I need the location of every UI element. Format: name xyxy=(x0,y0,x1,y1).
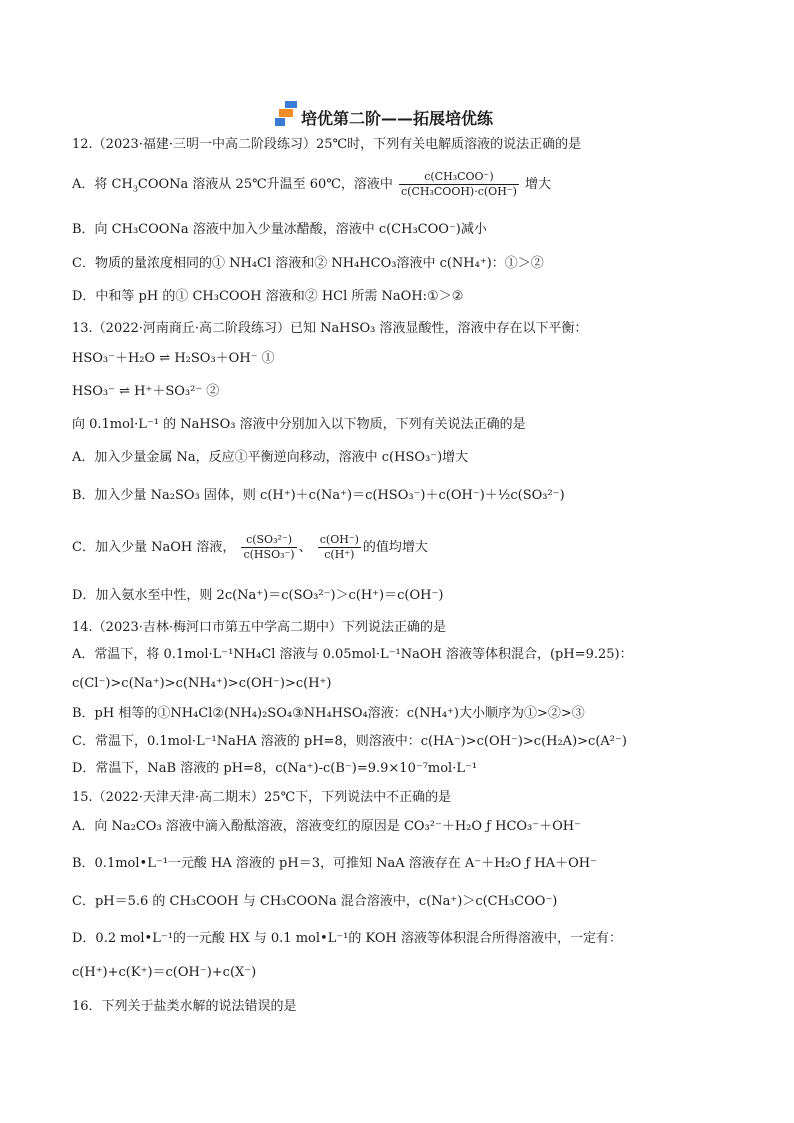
q13-equation-2: HSO₃⁻ ⇌ H⁺＋SO₃²⁻ ② xyxy=(72,384,220,399)
q12-stem: 12.（2023·福建·三明一中高二阶段练习）25℃时，下列有关电解质溶液的说法正确的是 xyxy=(72,137,582,152)
q14-option-b: B．pH 相等的①NH₄Cl②(NH₄)₂SO₄③NH₄HSO₄溶液：c(NH₄⁺)大小顺序为①>②>③ xyxy=(72,706,585,721)
section-title: 培优第二阶——拓展培优练 xyxy=(300,109,493,128)
q13-option-d: D．加入氨水至中性，则 2c(Na⁺)＝c(SO₃²⁻)＞c(H⁺)＝c(OH⁻) xyxy=(72,588,444,603)
q13-equation-1: HSO₃⁻＋H₂O ⇌ H₂SO₃＋OH⁻ ① xyxy=(72,351,275,366)
q15-option-d-line2: c(H⁺)+c(K⁺)＝c(OH⁻)+c(X⁻) xyxy=(72,965,257,980)
q12-a-fraction: $\frac{\text{c(CH₃COO⁻)}}{\text{c(CH₃COOH)·c(OH⁻)}}$ xyxy=(401,170,517,198)
q14-option-a-line2: c(Cl⁻)>c(Na⁺)>c(NH₄⁺)>c(OH⁻)>c(H⁺) xyxy=(72,676,332,691)
q14-stem: 14.（2023·吉林·梅河口市第五中学高二期中）下列说法正确的是 xyxy=(72,620,447,635)
q13-stem: 13.（2022·河南商丘·高二阶段练习）已知 NaHSO₃ 溶液显酸性，溶液中存在以下平衡： xyxy=(72,321,588,336)
q13-c-fraction-1: $\frac{\text{c(SO₃²⁻)}}{\text{c(HSO₃⁻)}}$ xyxy=(243,533,295,561)
q13-option-a: A．加入少量金属 Na，反应①平衡逆向移动，溶液中 c(HSO₃⁻)增大 xyxy=(72,450,469,465)
q16-stem: 16．下列关于盐类水解的说法错误的是 xyxy=(72,999,297,1014)
q14-option-c: C．常温下，0.1mol·L⁻¹NaHA 溶液的 pH=8，则溶液中：c(HA⁻)>c(OH⁻)>c(H₂A)>c(A²⁻) xyxy=(72,734,627,749)
q15-option-b: B．0.1mol•L⁻¹一元酸 HA 溶液的 pH＝3，可推知 NaA 溶液存在 A⁻＋H₂O ƒ HA＋OH⁻ xyxy=(72,856,597,871)
q12-option-c: C．物质的量浓度相同的① NH₄Cl 溶液和② NH₄HCO₃溶液中 c(NH₄⁺)：①＞② xyxy=(72,256,544,271)
q13-option-c: C．加入少量 NaOH 溶液， $\frac{\text{c(SO₃²⁻)}}{\text{c(HSO₃⁻)}}$ 、 $\frac{c(OH^-)}{c(H^+)}$ 的值均增大 xyxy=(72,533,428,561)
q12-option-b: B．向 CH₃COONa 溶液中加入少量冰醋酸，溶液中 c(CH₃COO⁻)减小 xyxy=(72,222,487,237)
q13-intro: 向 0.1mol·L⁻¹ 的 NaHSO₃ 溶液中分别加入以下物质，下列有关说法正确的是 xyxy=(72,417,526,432)
q12-option-a: A．将 $CH_3COONa$ 溶液从 25℃升温至 60℃，溶液中 $\frac{\text{c(CH₃COO⁻)}}{\text{c(CH₃COOH)·c(OH⁻)}}$ 增大 xyxy=(72,170,552,198)
q14-option-a: A．常温下，将 0.1mol·L⁻¹NH₄Cl 溶液与 0.05mol·L⁻¹NaOH 溶液等体积混合，(pH=9.25)： xyxy=(72,647,633,662)
q15-option-a: A．向 Na₂CO₃ 溶液中滴入酚酞溶液，溶液变红的原因是 CO₃²⁻＋H₂O ƒ HCO₃⁻＋OH⁻ xyxy=(72,819,581,834)
q13-c-fraction-2: $\frac{c(OH^-)}{c(H^+)}$ xyxy=(319,533,359,561)
q14-option-d: D．常温下，NaB 溶液的 pH=8，c(Na⁺)-c(B⁻)=9.9×10⁻⁷mol·L⁻¹ xyxy=(72,761,478,776)
q15-option-c: C．pH＝5.6 的 CH₃COOH 与 CH₃COONa 混合溶液中，c(Na⁺)＞c(CH₃COO⁻) xyxy=(72,894,558,909)
q13-option-b: B．加入少量 Na₂SO₃ 固体，则 c(H⁺)＋c(Na⁺)＝c(HSO₃⁻)＋c(OH⁻)＋½c(SO₃²⁻) xyxy=(72,488,565,503)
q12-option-d: D．中和等 pH 的① CH₃COOH 溶液和② HCl 所需 NaOH:①＞② xyxy=(72,289,464,304)
q15-option-d: D．0.2 mol•L⁻¹的一元酸 HX 与 0.1 mol•L⁻¹的 KOH 溶液等体积混合所得溶液中，一定有： xyxy=(72,931,623,946)
q15-stem: 15.（2022·天津天津·高二期末）25℃下，下列说法中不正确的是 xyxy=(72,790,452,805)
